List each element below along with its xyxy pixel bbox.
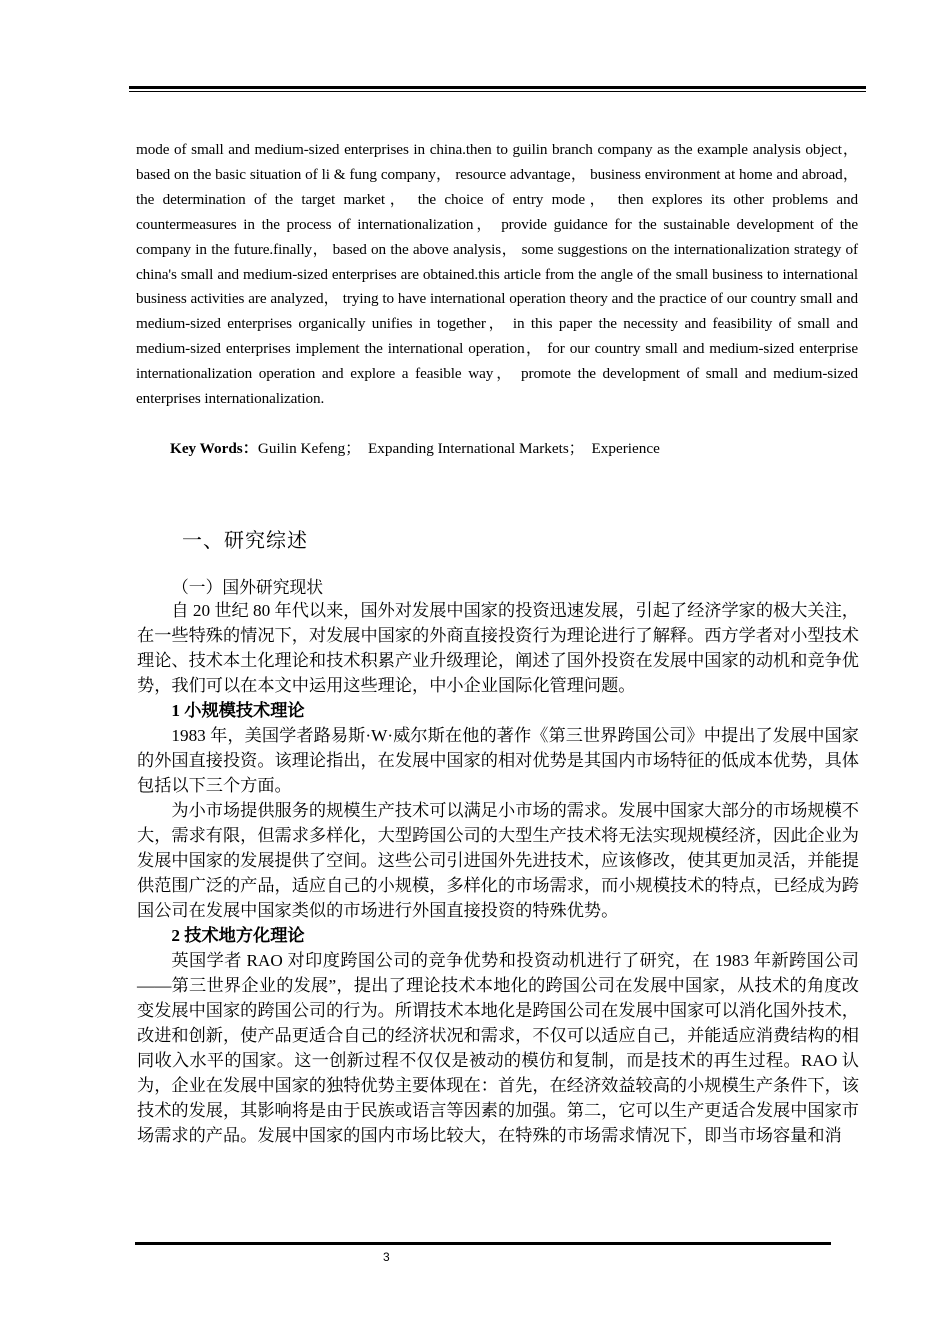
section-body [137,598,859,1148]
keywords-line [170,437,660,462]
english-abstract [136,138,858,412]
header-rule-thin [129,91,866,92]
subsection-heading: （一）国外研究现状 [172,577,324,597]
theory-1-paragraph-2: 为小市场提供服务的规模生产技术可以满足小市场的需求。发展中国家大部分的市场规模不大，需求有限，但需求多样化，大型跨国公司的大型生产技术将无法实现规模经济，因此企业为发展中国家的发展提供了空间。这些公司引进国外先进技术，应该修改，使其更加灵活，并能提供范围广泛的产品，适应自己的小规模，多样化的市场需求，而小规模技术的特点，已经成为跨国公司在发展中国家类似的市场进行外国直接投资的特殊优势。 [137,801,859,920]
theory-1-title: 1 小规模技术理论 [171,701,305,720]
theory-1-paragraph-1: 1983 年，美国学者路易斯·W·威尔斯在他的著作《第三世界跨国公司》中提出了发展中国家的外国直接投资。该理论指出，在发展中国家的相对优势是其国内市场特征的低成本优势，具体包括以下三个方面。 [137,726,859,795]
intro-paragraph: 自 20 世纪 80 年代以来，国外对发展中国家的投资迅速发展，引起了经济学家的极大关注，在一些特殊的情况下，对发展中国家的外商直接投资行为理论进行了解释。西方学者对小型技术理论、技术本土化理论和技术积累产业升级理论，阐述了国外投资在发展中国家的动机和竞争优势，我们可以在本文中运用这些理论，中小企业国际化管理问题。 [137,601,859,695]
section-heading: 一、研究综述 [182,528,308,552]
theory-2-title: 2 技术地方化理论 [171,926,305,945]
theory-2-paragraph-1: 英国学者 RAO 对印度跨国公司的竞争优势和投资动机进行了研究，在 1983 年新跨国公司——第三世界企业的发展”，提出了理论技术本地化的跨国公司在发展中国家，从技术的角度改变发展中国家的跨国公司的行为。所谓技术本地化是跨国公司在发展中国家可以消化国外技术，改进和创新，使产品更适合自己的经济状况和需求，不仅可以适应自己，并能适应消费结构的相同收入水平的国家。这一创新过程不仅仅是被动的模仿和复制，而是技术的再生过程。RAO 认为，企业在发展中国家的独特优势主要体现在：首先，在经济效益较高的小规模生产条件下，该技术的发展，其影响将是由于民族或语言等因素的加强。第二，它可以生产更适合发展中国家市场需求的产品。发展中国家的国内市场比较大，在特殊的市场需求情况下，即当市场容量和消 [137,951,859,1145]
footer-rule [135,1242,831,1245]
header-double-rule [129,86,866,92]
keywords-label: Key Words： [170,440,258,457]
keywords-list: Guilin Kefeng； Expanding International Markets； Experience [257,440,660,457]
abstract-text: mode of small and medium-sized enterprises in china.then to guilin branch company as the example analysis object， based on the basic situation of li & fung company， resource advantage， business environment at home and abroad， the determination of the target market， the choice of entry mode， then explores its other problems and countermeasures in the process of internationalization， provide guidance for the sustainable development of the company in the future.finally， based on the above analysis， some suggestions on the internationalization strategy of china's small and medium-sized enterprises are obtained.this article from the angle of the small business to international business activities are analyzed， trying to have international operation theory and the practice of our country small and medium-sized enterprises organically unifies in together， in this paper the necessity and feasibility of small and medium-sized enterprises implement the international operation， for our country small and medium-sized enterprise internationalization operation and explore a feasible way， promote the development of small and medium-sized enterprises internationalization. [136,141,858,408]
page-number: 3 [383,1250,390,1264]
